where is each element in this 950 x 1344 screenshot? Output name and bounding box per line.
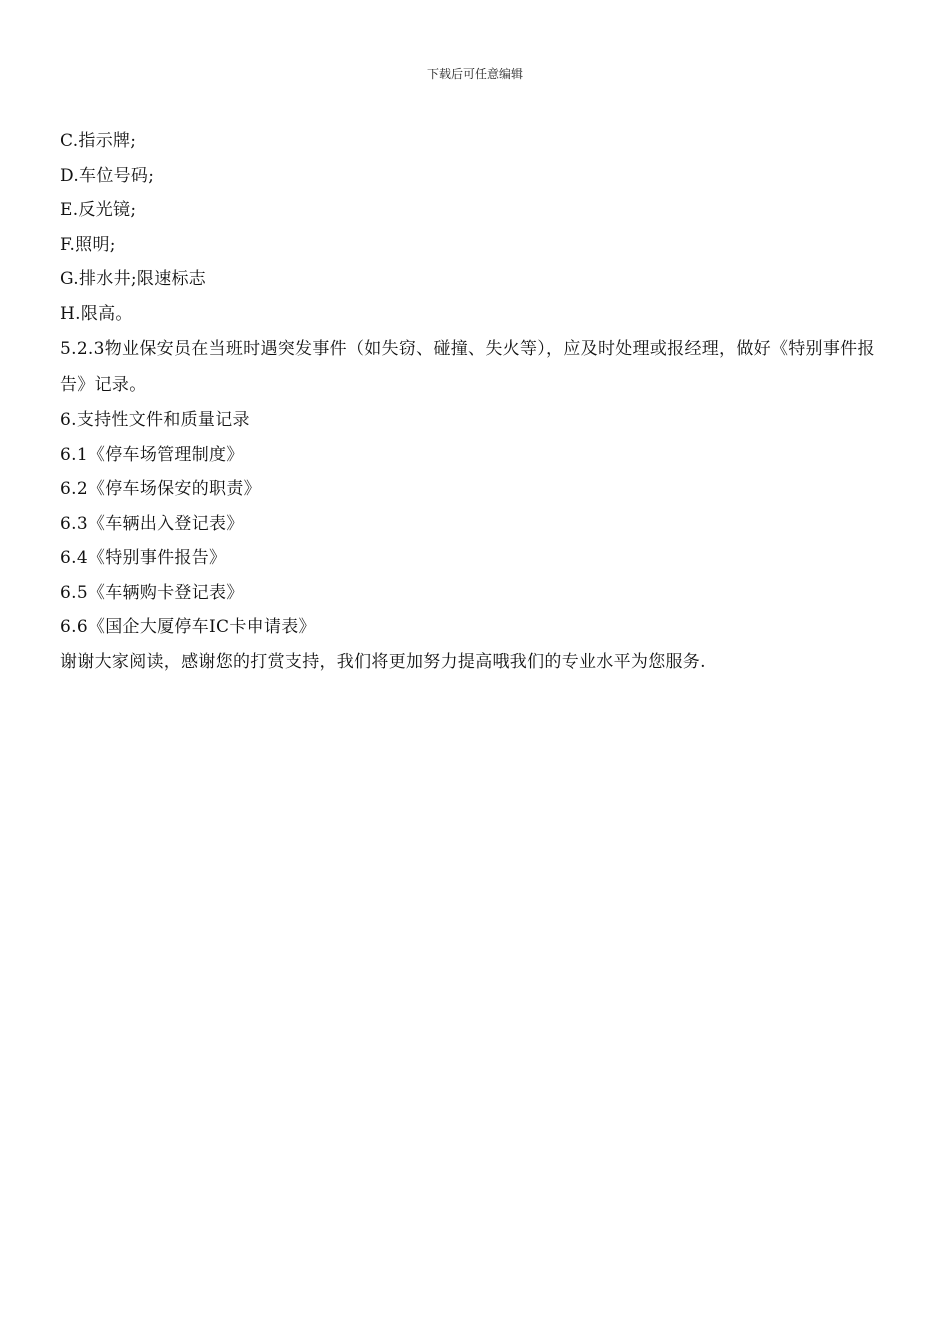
list-item-d: D.车位号码; — [60, 165, 155, 186]
closing-note: 谢谢大家阅读，感谢您的打赏支持，我们将更加努力提高哦我们的专业水平为您服务. — [60, 651, 706, 672]
doc-item-6-2: 6.2《停车场保安的职责》 — [60, 479, 261, 499]
section-heading-6: 6.支持性文件和质量记录 — [60, 410, 250, 430]
doc-item-6-4: 6.4《特别事件报告》 — [60, 548, 227, 568]
document-body — [60, 124, 880, 679]
doc-item-6-3: 6.3《车辆出入登记表》 — [60, 513, 244, 534]
doc-item-6-1: 6.1《停车场管理制度》 — [60, 444, 244, 465]
list-item-c: C.指示牌; — [60, 131, 137, 151]
list-item-e: E.反光镜; — [60, 200, 137, 220]
paragraph-5-2-3: 5.2.3物业保安员在当班时遇突发事件（如失窃、碰撞、失火等），应及时处理或报经理，做好《特别事件报告》记录。 — [60, 339, 875, 395]
doc-item-6-6: 6.6《国企大厦停车IC卡申请表》 — [60, 617, 316, 637]
doc-item-6-5: 6.5《车辆购卡登记表》 — [60, 582, 244, 603]
list-item-f: F.照明; — [60, 234, 116, 255]
list-item-h: H.限高。 — [60, 303, 133, 324]
page-header: 下载后可任意编辑 — [426, 67, 523, 81]
list-item-g: G.排水井;限速标志 — [60, 269, 207, 289]
